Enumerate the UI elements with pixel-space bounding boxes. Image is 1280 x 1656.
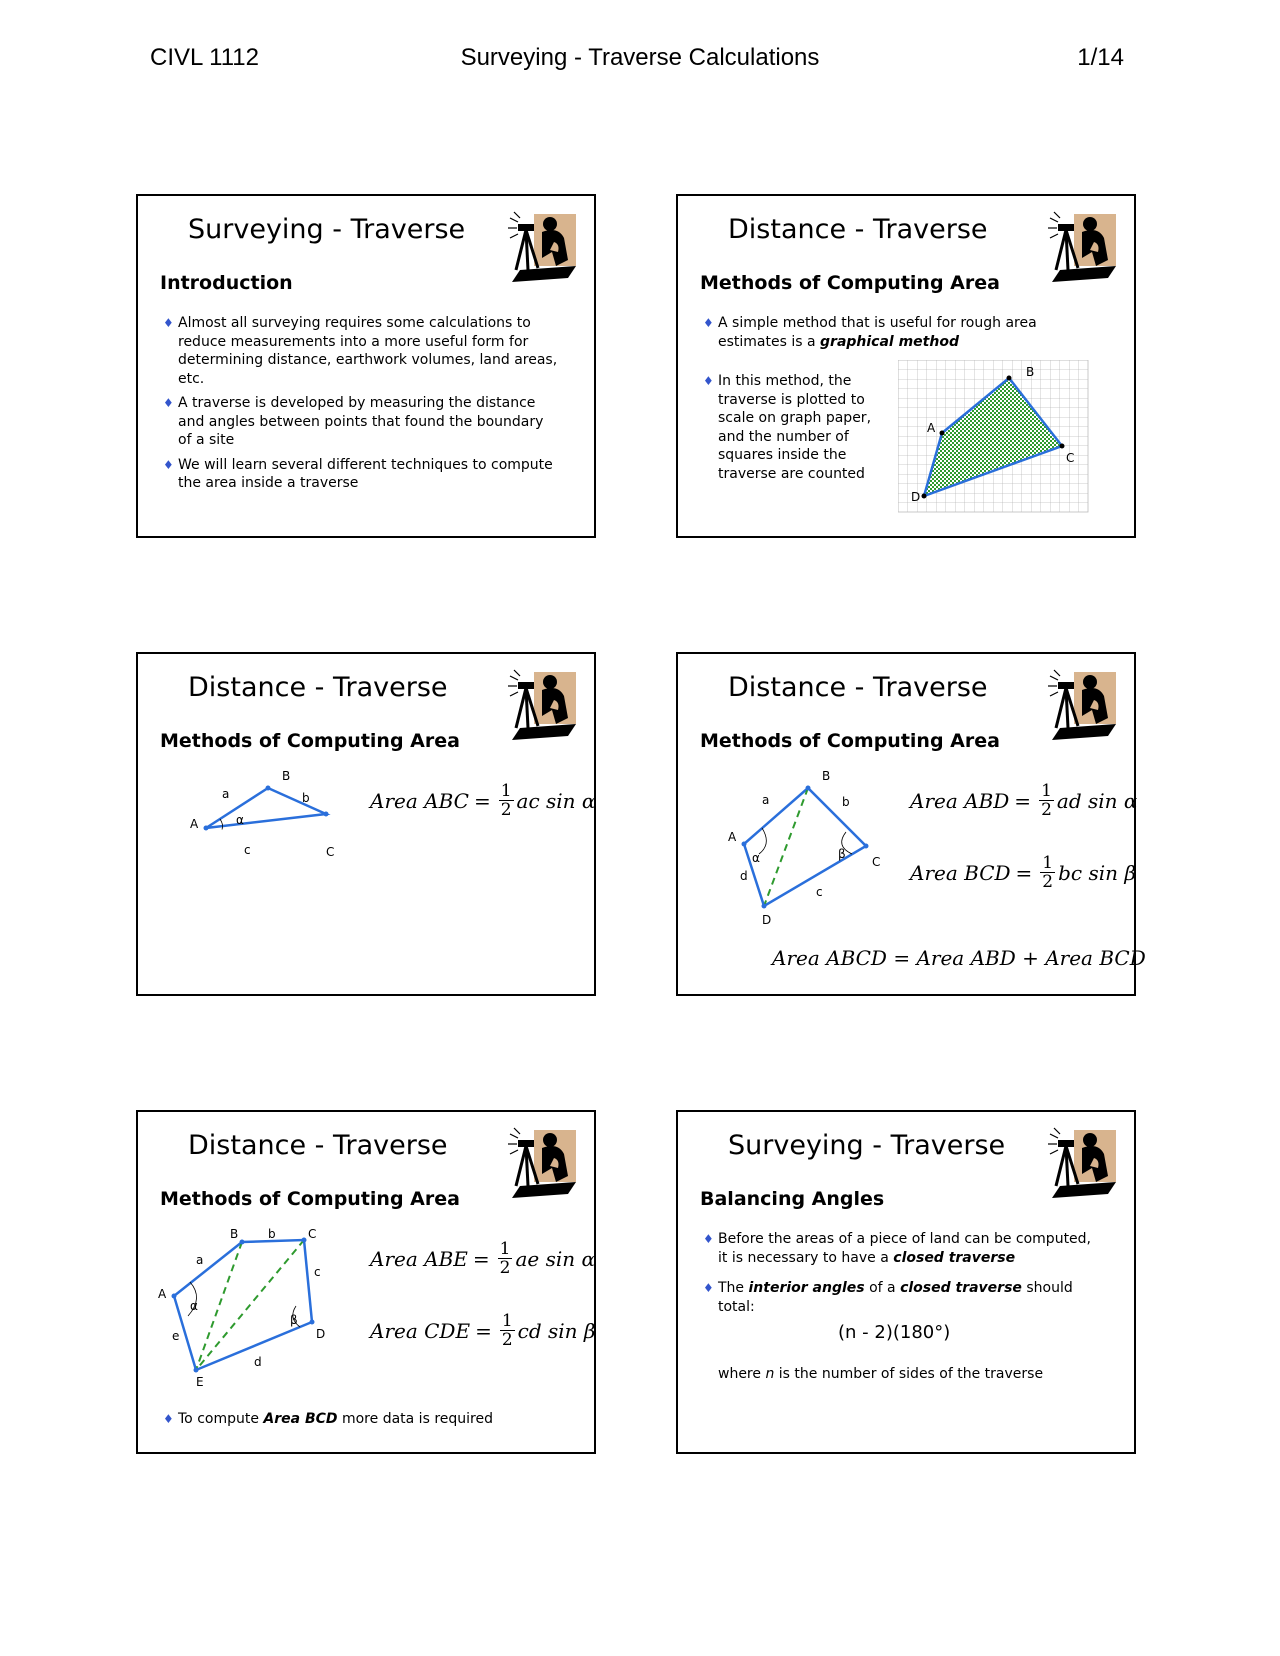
formula-lhs: Area BCD xyxy=(910,860,1011,885)
denominator: 2 xyxy=(499,1258,511,1278)
slide-title: Surveying - Traverse xyxy=(728,1130,1006,1161)
surveyor-logo-icon xyxy=(1046,1124,1122,1200)
denominator: 2 xyxy=(1042,872,1054,892)
bullet-text: A simple method that is useful for rough area estimates is a xyxy=(718,315,1037,350)
formula-rhs: bc sin β xyxy=(1058,860,1136,885)
bullet-text: of a xyxy=(864,1280,901,1296)
slide-subtitle: Introduction xyxy=(160,272,293,294)
note-variable: n xyxy=(765,1366,775,1382)
vertex-label-a: A xyxy=(158,1287,167,1301)
side-label-c: c xyxy=(244,843,251,857)
fraction xyxy=(1039,782,1054,819)
formula-rhs: cd sin β xyxy=(517,1318,596,1343)
side-label-d: d xyxy=(254,1355,262,1369)
bullet-icon: ♦ xyxy=(703,374,714,388)
vertex-label-d: D xyxy=(762,913,772,926)
area-bcd-formula: Area BCD = $\frac{1}{2}$ bc sin β xyxy=(910,853,1136,892)
vertex-label-c: C xyxy=(326,845,335,859)
surveyor-logo-icon xyxy=(1046,208,1122,284)
triangle-figure xyxy=(182,766,342,878)
bullet-emphasis: interior angles xyxy=(748,1280,865,1296)
bullet-emphasis: graphical method xyxy=(820,333,959,350)
bullet-text: Before the areas of a piece of land can be computed, it is necessary to have a xyxy=(718,1231,1092,1266)
side-label-b: b xyxy=(268,1227,276,1241)
formula-note xyxy=(718,1366,1043,1382)
fraction xyxy=(499,782,514,819)
bullet-text: A traverse is developed by measuring the distance and angles between points that found the boundary of a site xyxy=(178,395,544,448)
bullet-item xyxy=(700,314,1100,351)
side-label-d: d xyxy=(740,869,748,883)
slide-subtitle: Methods of Computing Area xyxy=(160,1188,460,1210)
area-abd-formula: Area ABD = $\frac{1}{2}$ ad sin α xyxy=(910,781,1138,820)
angle-label-alpha: α xyxy=(190,1299,198,1313)
bullet-list xyxy=(160,314,560,499)
slide-subtitle: Balancing Angles xyxy=(700,1188,885,1210)
side-label-a: a xyxy=(196,1253,204,1267)
surveyor-logo-icon xyxy=(506,208,582,284)
slide-subtitle: Methods of Computing Area xyxy=(700,272,1000,294)
vertex-label-c: C xyxy=(308,1227,317,1241)
vertex-label-a: A xyxy=(927,421,936,435)
slide-1 xyxy=(136,194,596,538)
bullet-text: should total: xyxy=(718,1280,1073,1315)
bullet-icon: ♦ xyxy=(163,1412,174,1426)
pentagon-figure xyxy=(152,1226,342,1388)
note-text: is the number of sides of the traverse xyxy=(774,1366,1044,1382)
bullet-text: The xyxy=(718,1280,749,1296)
bullet-text: To compute xyxy=(178,1411,264,1427)
slide-5 xyxy=(136,1110,596,1454)
bullet-item xyxy=(700,1279,1100,1316)
bullet-icon: ♦ xyxy=(703,316,714,330)
bullet-list xyxy=(160,1410,560,1435)
area-abcd-formula: Area ABCD = Area ABD + Area BCD xyxy=(772,946,1146,970)
bullet-text: In this method, the traverse is plotted to scale on graph paper, and the number of squares inside the traverse are counted xyxy=(718,373,872,482)
quadrilateral-figure xyxy=(722,766,882,926)
formula-lhs: Area ABE xyxy=(370,1246,468,1271)
slide-subtitle: Methods of Computing Area xyxy=(160,730,460,752)
bullet-text: more data is required xyxy=(337,1411,493,1427)
bullet-item xyxy=(160,1410,560,1429)
angle-label-beta: β xyxy=(290,1313,298,1327)
vertex-label-b: B xyxy=(230,1227,239,1241)
side-label-a: a xyxy=(762,793,770,807)
vertex-label-e: E xyxy=(196,1375,204,1388)
slide-3 xyxy=(136,652,596,996)
slide-subtitle: Methods of Computing Area xyxy=(700,730,1000,752)
bullet-emphasis: closed traverse xyxy=(893,1249,1016,1266)
bullet-icon: ♦ xyxy=(163,457,174,472)
formula-rhs: ad sin α xyxy=(1056,788,1138,813)
bullet-icon: ♦ xyxy=(163,316,174,330)
slide-title: Surveying - Traverse xyxy=(188,214,466,245)
bullet-list xyxy=(700,372,878,489)
vertex-label-c: C xyxy=(872,855,881,869)
diagonal-ce xyxy=(196,1240,304,1370)
vertex-label-a: A xyxy=(728,830,737,844)
denominator: 2 xyxy=(500,800,512,820)
bullet-emphasis: closed traverse xyxy=(900,1280,1022,1296)
bullet-icon: ♦ xyxy=(703,1281,714,1295)
area-abc-formula: Area ABC = $\frac{1}{2}$ ac sin α xyxy=(370,781,596,820)
area-abe-formula: Area ABE = $\frac{1}{2}$ ae sin α xyxy=(370,1239,595,1278)
formula-lhs: Area ABC xyxy=(370,788,469,813)
area-cde-formula: Area CDE = $\frac{1}{2}$ cd sin β xyxy=(370,1311,596,1350)
formula-rhs: ae sin α xyxy=(515,1246,595,1271)
note-text: where xyxy=(718,1366,766,1382)
vertex-label-c: C xyxy=(1066,451,1075,465)
bullet-item xyxy=(700,372,878,483)
fraction xyxy=(498,1240,513,1277)
bullet-icon: ♦ xyxy=(163,396,174,410)
bullet-text: Almost all surveying requires some calculations to reduce measurements into a more useful form for determining distance, earthwork volumes, land areas, etc. xyxy=(178,315,558,387)
angle-label-beta: β xyxy=(838,847,846,861)
side-label-c: c xyxy=(816,885,823,899)
surveyor-logo-icon xyxy=(506,666,582,742)
numerator: 1 xyxy=(499,1239,511,1259)
vertex-label-d: D xyxy=(316,1327,326,1341)
numerator: 1 xyxy=(1042,853,1054,873)
header-page-number: 1/14 xyxy=(1077,44,1124,71)
side-label-b: b xyxy=(842,795,850,809)
side-label-c: c xyxy=(314,1265,321,1279)
side-label-e: e xyxy=(172,1329,180,1343)
vertex-label-a: A xyxy=(190,817,199,831)
numerator: 1 xyxy=(500,781,512,801)
numerator: 1 xyxy=(501,1311,513,1331)
slide-2 xyxy=(676,194,1136,538)
slide-4 xyxy=(676,652,1146,996)
bullet-item xyxy=(160,314,560,388)
side-label-a: a xyxy=(222,787,230,801)
bullet-item xyxy=(700,1230,1100,1267)
bullet-text: We will learn several different techniques to compute the area inside a traverse xyxy=(178,456,553,491)
vertex-label-b: B xyxy=(1026,365,1035,379)
header-title: Surveying - Traverse Calculations xyxy=(460,44,820,71)
bullet-item xyxy=(160,394,560,450)
fraction xyxy=(1040,854,1055,891)
angle-label-alpha: α xyxy=(236,813,244,827)
surveyor-logo-icon xyxy=(506,1124,582,1200)
bullet-list xyxy=(700,1230,1100,1322)
fraction xyxy=(500,1312,515,1349)
formula-rhs: ac sin α xyxy=(516,788,596,813)
bullet-list xyxy=(700,314,1100,357)
bullet-item xyxy=(160,456,560,493)
vertex-label-d: D xyxy=(911,490,921,504)
header-course: CIVL 1112 xyxy=(150,44,259,71)
side-label-b: b xyxy=(302,791,310,805)
vertex-label-b: B xyxy=(282,769,291,783)
denominator: 2 xyxy=(1041,800,1052,820)
surveyor-logo-icon xyxy=(1046,666,1122,742)
graph-paper-traverse-figure xyxy=(898,360,1098,516)
angle-label-alpha: α xyxy=(752,851,760,865)
vertex-label-b: B xyxy=(822,769,831,783)
numerator: 1 xyxy=(1041,781,1052,801)
slide-title: Distance - Traverse xyxy=(188,1130,448,1161)
bullet-emphasis: Area BCD xyxy=(263,1411,338,1427)
slide-title: Distance - Traverse xyxy=(188,672,448,703)
angle-sum-formula: (n - 2)(180°) xyxy=(838,1322,951,1343)
formula-lhs: Area CDE xyxy=(370,1318,471,1343)
slide-title: Distance - Traverse xyxy=(728,672,988,703)
denominator: 2 xyxy=(501,1330,513,1350)
formula-lhs: Area ABD xyxy=(910,788,1010,813)
slide-title: Distance - Traverse xyxy=(728,214,988,245)
slide-6 xyxy=(676,1110,1136,1454)
bullet-icon: ♦ xyxy=(703,1232,714,1246)
